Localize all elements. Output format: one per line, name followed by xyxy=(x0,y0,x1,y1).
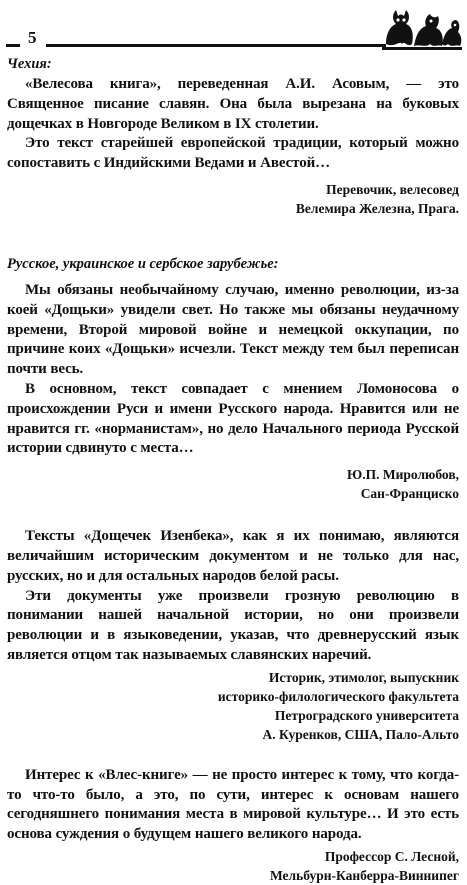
attribution-line: Историк, этимолог, выпускник xyxy=(268,669,459,685)
paragraph: «Велесова книга», переведенная А.И. Асовым, — это Священное писание славян. Она была вырезана на буковых дощечках в Новгороде Великом в IX столетии. xyxy=(7,76,459,132)
attribution xyxy=(7,180,459,218)
attribution-line: Перевочик, велесовед xyxy=(326,181,459,197)
attribution xyxy=(7,847,459,885)
attribution-line: историко-филологического факультета xyxy=(217,688,459,704)
page-number: 5 xyxy=(28,28,37,47)
attribution-line: Сан-Франциско xyxy=(360,486,459,502)
paragraph: Эти документы уже произвели грозную революцию в понимании нашей начальной истории, но они произвели революции и в языковедении, указав, что древнерусский язык является отцом так называемых славянских наречий. xyxy=(7,587,459,663)
paragraph: В основном, текст совпадает с мнением Ломоносова о происхождении Руси и имени Русского народа. Нравится или не нравится гг. «норманистам», но дело Начального периода Русской истории сдвинуто с места… xyxy=(7,380,459,457)
paragraph: Тексты «Дощечек Изенбека», как я их понимаю, являются величайшим историческим документом и не только для нас, русских, но и для остальных народов белой расы. xyxy=(7,528,459,584)
paragraph: Интерес к «Влес-книге» — не просто интерес к тому, что когда-то что-то было, а это, по сути, интерес к основам нашего сегодняшнего понимания места в мировой культуре… И это есть основа суждения о будущем нашего великого народа. xyxy=(7,766,459,843)
attribution xyxy=(7,465,459,503)
page-content xyxy=(7,56,459,885)
attribution-line: Петроградского университета xyxy=(274,707,459,723)
attribution xyxy=(7,668,459,744)
header-rule-left xyxy=(6,44,20,47)
paragraph: Это текст старейшей европейской традиции, который можно сопоставить с Индийскими Ведами и Авестой… xyxy=(7,135,459,172)
attribution-line: Профессор С. Лесной, xyxy=(324,848,459,864)
section-title-emigration: Русское, украинское и сербское зарубежье: xyxy=(7,255,279,272)
paragraph: Мы обязаны необычайному случаю, именно революции, из-за коей «Дощьки» увидели свет. Но также мы обязаны неудачному времени, Второй мировой войне и немецкой оккупации, по причине коих «Дощьки» исчезли. Текст между тем был переписан почти весь. xyxy=(7,281,459,378)
ornament-logo-icon xyxy=(382,4,462,50)
section-title-czech: Чехия: xyxy=(7,56,52,72)
attribution-line: Велемира Железна, Прага. xyxy=(295,200,459,216)
attribution-line: Ю.П. Миролюбов, xyxy=(347,467,459,483)
page-header xyxy=(0,0,467,52)
header-rule xyxy=(46,44,386,47)
attribution-line: Мельбурн-Канберра-Виннипег xyxy=(269,867,459,883)
attribution-line: А. Куренков, США, Пало-Альто xyxy=(262,726,459,742)
